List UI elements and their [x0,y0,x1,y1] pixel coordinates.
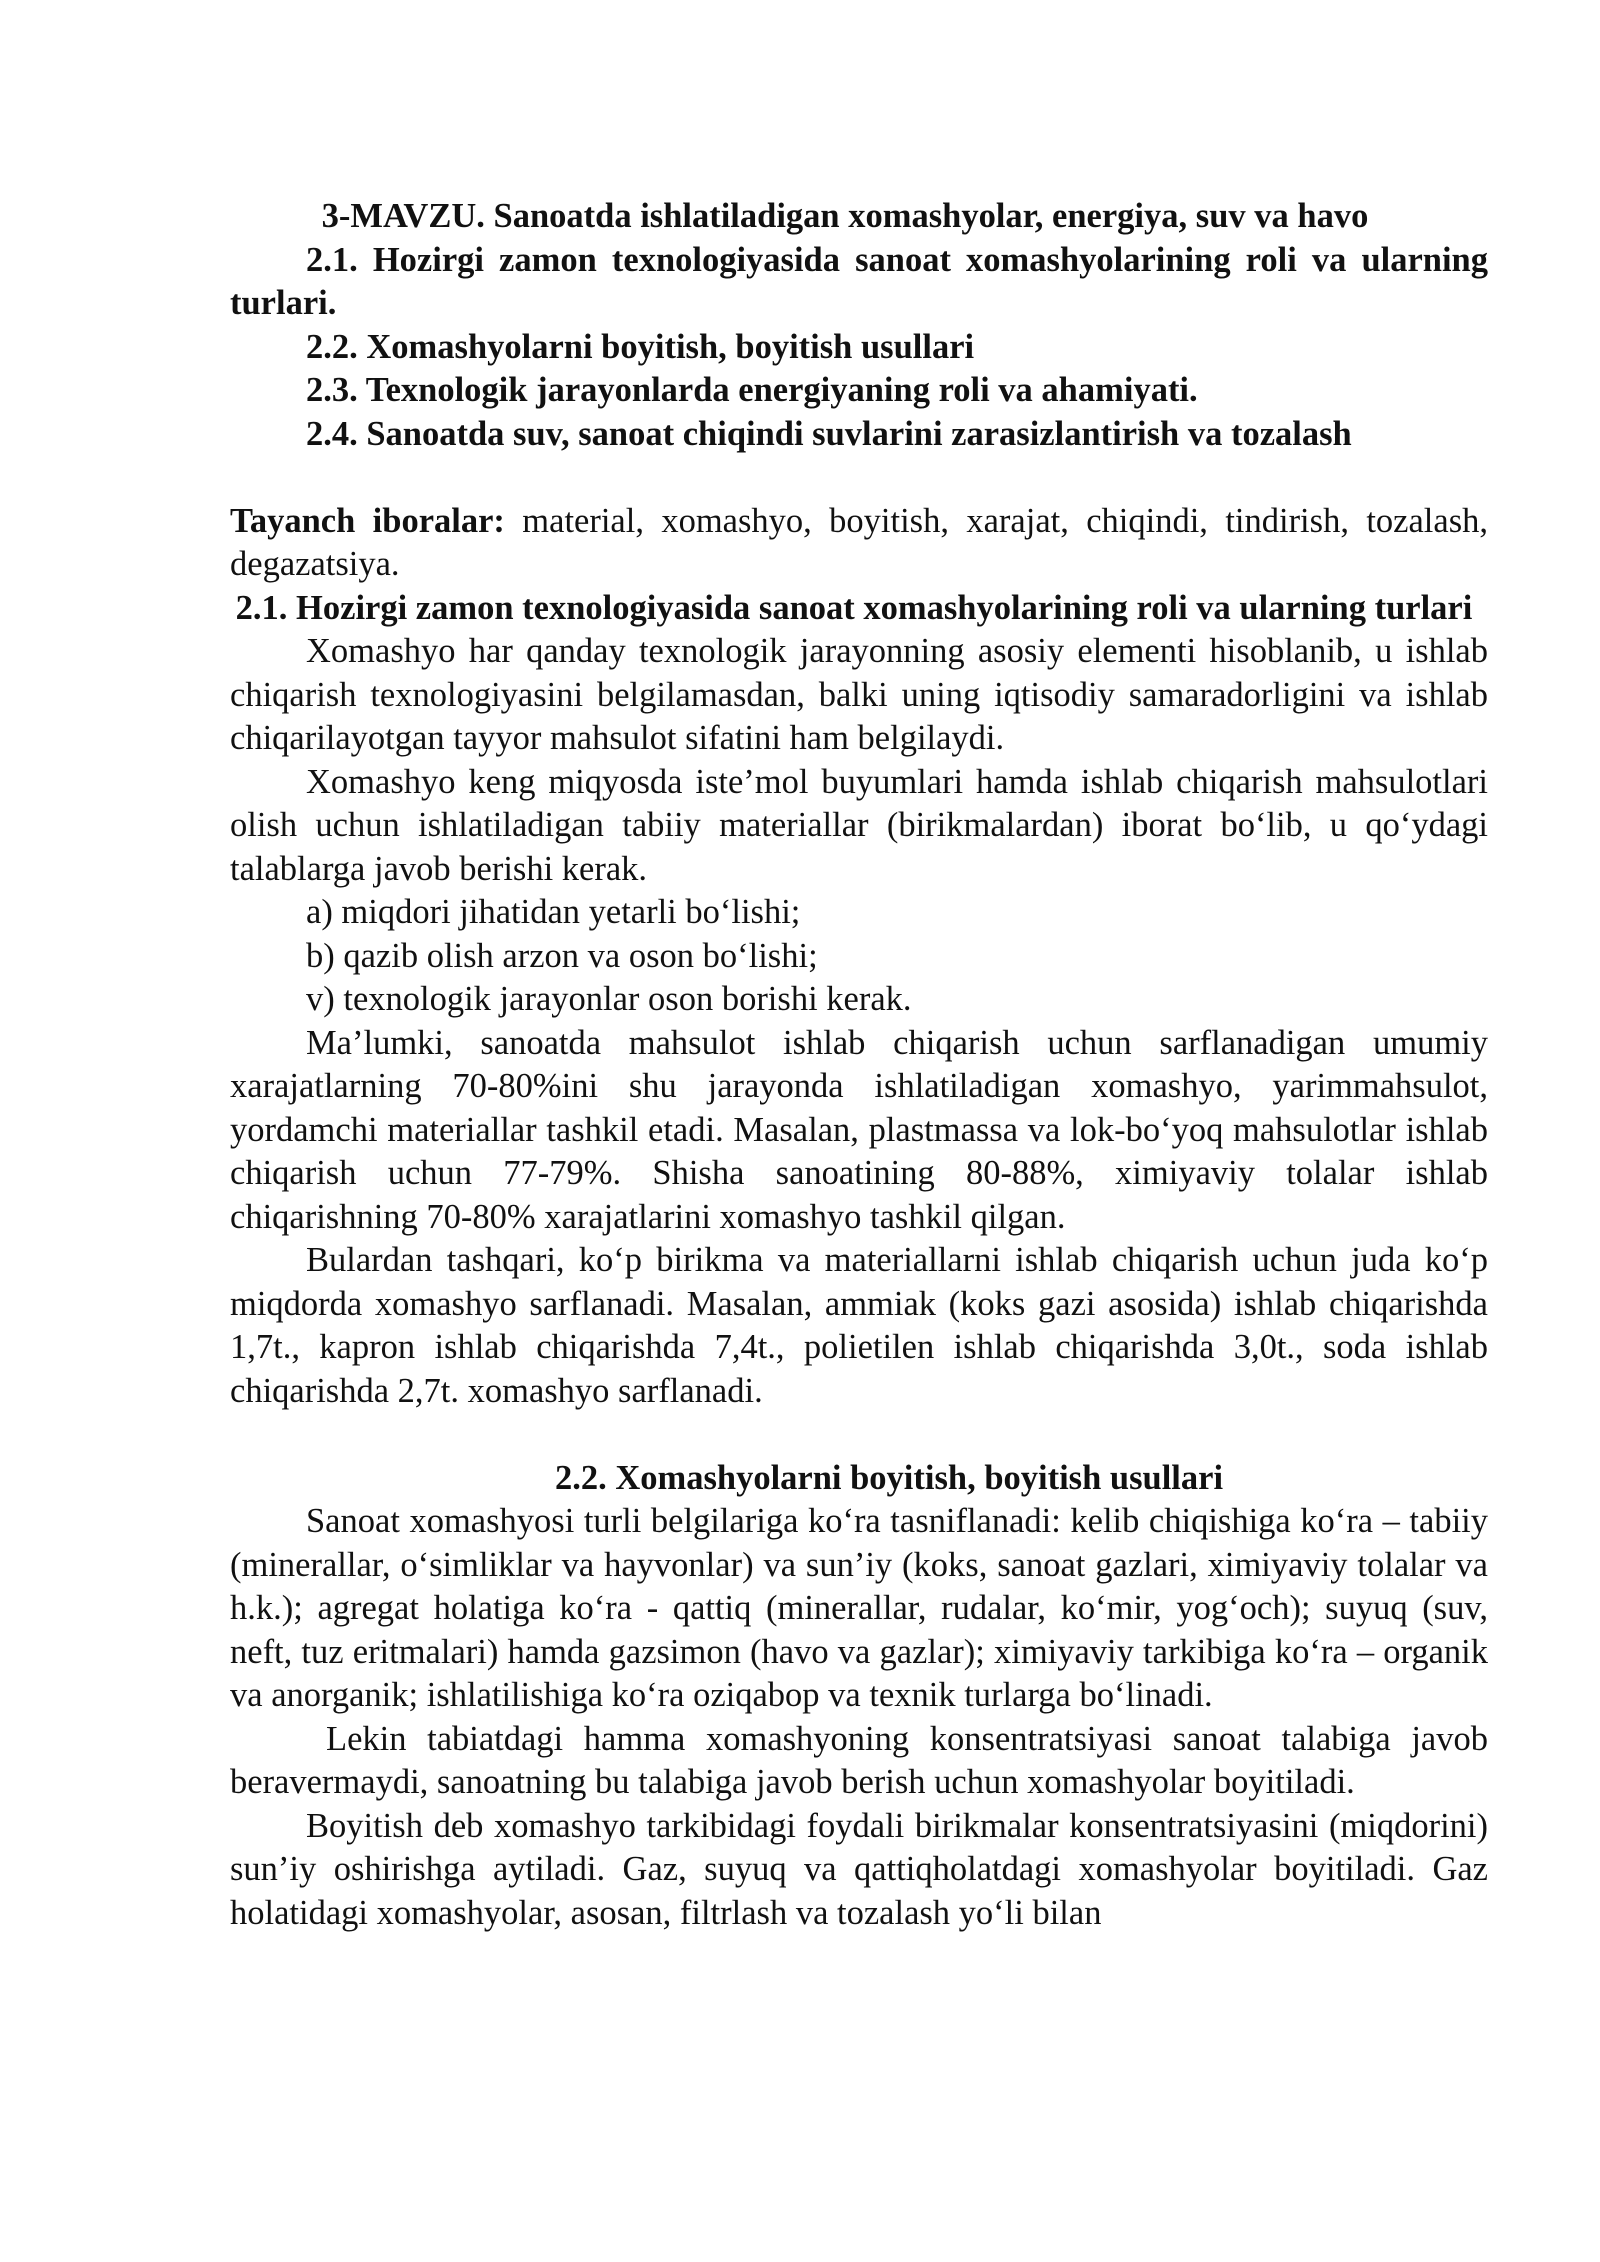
body-paragraph: Boyitish deb xomashyo tarkibidagi foydali birikmalar konsentratsiyasini (miqdorini) sun’iy oshirishga aytiladi. Gaz, suyuq va qattiqholatdagi xomashyolar boyitiladi. Gaz holatidagi xomashyolar, asosan, filtrlash va tozalash yo‘li bilan [230,1806,1488,1932]
body-paragraph: Lekin tabiatdagi hamma xomashyoning konsentratsiyasi sanoat talabiga javob beravermaydi, sanoatning bu talabiga javob berish uchun xomashyolar boyitiladi. [230,1719,1488,1801]
blank-line [230,456,1488,500]
outline-item: 2.4. Sanoatda suv, sanoat chiqindi suvlarini zarasizlantirish va tozalash [306,414,1352,453]
outline-item: 2.2. Xomashyolarni boyitish, boyitish usullari [306,327,975,366]
section-heading: 2.1. Hozirgi zamon texnologiyasida sanoat xomashyolarining roli va ularning turlari [235,588,1473,627]
keywords-text: material, xomashyo, boyitish, xarajat, chiqindi, tindirish, tozalash, degazatsiya. [230,501,1488,583]
outline [230,239,1488,457]
keywords-label: Tayanch iboralar: [230,501,505,540]
section-heading: 2.2. Xomashyolarni boyitish, boyitish usullari [554,1458,1224,1497]
body-paragraph: Sanoat xomashyosi turli belgilariga ko‘ra tasniflanadi: kelib chiqishiga ko‘ra – tabiiy (minerallar, o‘simliklar va hayvonlar) va sun’iy (koks, sanoat gazlari, ximiyaviy tolalar va h.k.); agregat holatiga ko‘ra - qattiq (minerallar, rudalar, ko‘mir, yog‘och); suyuq (suv, neft, tuz eritmalari) hamda gazsimon (havo va gazlar); ximiyaviy tarkibiga ko‘ra – organik va anorganik; ishlatilishiga ko‘ra oziqabop va texnik turlarga bo‘linadi. [230,1502,1488,1714]
topic-title: 3-MAVZU. Sanoatda ishlatiladigan xomashyolar, energiya, suv va havo [321,197,1369,235]
document-page [230,195,1488,1935]
blank-line [230,1413,1488,1457]
keywords-paragraph [230,500,1488,587]
outline-item: 2.3. Texnologik jarayonlarda energiyaning roli va ahamiyati. [306,371,1198,409]
body-paragraph: Bulardan tashqari, ko‘p birikma va materiallarni ishlab chiqarish uchun juda ko‘p miqdorda xomashyo sarflanadi. Masalan, ammiak (koks gazi asosida) ishlab chiqarishda 1,7t., kapron ishlab chiqarishda 7,4t., polietilen ishlab chiqarishda 3,0t., soda ishlab chiqarishda 2,7t. xomashyo sarflanadi. [230,1241,1488,1410]
body-paragraph: Xomashyo keng miqyosda iste’mol buyumlari hamda ishlab chiqarish mahsulotlari olish uchun ishlatiladigan tabiiy materiallar (birikmalardan) iborat bo‘lib, u qo‘ydagi talablarga javob berishi kerak. [230,762,1488,888]
body-paragraph: Xomashyo har qanday texnologik jarayonning asosiy elementi hisoblanib, u ishlab chiqarish texnologiyasini belgilamasdan, balki uning iqtisodiy samaradorligini va ishlab chiqarilayotgan tayyor mahsulot sifatini ham belgilaydi. [230,632,1488,757]
list-item: b) qazib olish arzon va oson bo‘lishi; [306,936,818,975]
list-item: v) texnologik jarayonlar oson borishi kerak. [306,980,912,1018]
list-item: a) miqdori jihatidan yetarli bo‘lishi; [306,893,801,931]
outline-item: 2.1. Hozirgi zamon texnologiyasida sanoat xomashyolarining roli va ularning turlari. [230,240,1488,322]
body-paragraph: Ma’lumki, sanoatda mahsulot ishlab chiqarish uchun sarflanadigan umumiy xarajatlarning 70-80%ini shu jarayonda ishlatiladigan xomashyo, yarimmahsulot, yordamchi materiallar tashkil etadi. Masalan, plastmassa va lok-bo‘yoq mahsulotlar ishlab chiqarish uchun 77-79%. Shisha sanoatining 80-88%, ximiyaviy tolalar ishlab chiqarishning 70-80% xarajatlarini xomashyo tashkil qilgan. [230,1023,1488,1236]
